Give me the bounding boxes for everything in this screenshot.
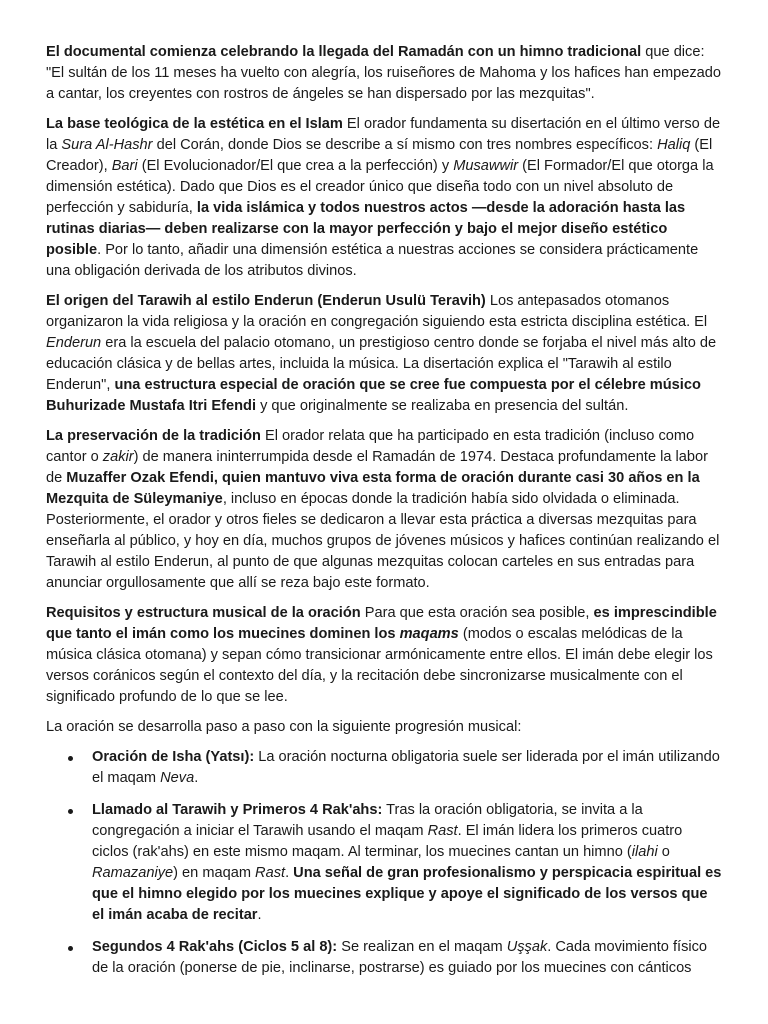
italic-term: Enderun — [46, 335, 102, 351]
list-item-second-four — [46, 937, 722, 979]
paragraph-musical-requirements — [46, 603, 722, 708]
bold-text: Llamado al Tarawih y Primeros 4 Rak'ahs: — [92, 802, 383, 818]
italic-term: Rast — [255, 865, 286, 881]
bold-text: El documental comienza celebrando la llegada del Ramadán con un himno tradicional — [46, 44, 642, 60]
body-text: (modos o escalas melódicas de la música clásica otomana) y sepan cómo transicionar armónicamente entre ellos. El imán debe elegir los versos coránicos según el contexto del día, y la recitación debe sincronizarse musicalmente con el significado profundo de lo que se lee. — [46, 626, 713, 705]
italic-term: zakir — [102, 449, 134, 465]
body-text: . Por lo tanto, añadir una dimensión estética a nuestras acciones se considera prácticamente una obligación derivada de los atributos divinos. — [46, 242, 699, 279]
body-text: ) de manera ininterrumpida desde el Ramadán de 1974. Destaca profundamente la labor de — [46, 449, 708, 486]
body-text: Los antepasados otomanos organizaron la vida religiosa y la oración en congregación siguiendo esta estricta disciplina estética. El — [46, 293, 708, 330]
body-text: La oración se desarrolla paso a paso con la siguiente progresión musical: — [46, 719, 522, 735]
italic-term: Neva — [160, 770, 195, 786]
bold-text: La base teológica de la estética en el Islam — [46, 116, 343, 132]
body-text: que dice: "El sultán de los 11 meses ha vuelto con alegría, los ruiseñores de Mahoma y los hafices han empezado a cantar, los creyentes con rostros de ángeles se han dispersado por las mezquitas". — [46, 44, 721, 102]
bold-italic-term: maqams — [399, 626, 459, 642]
bullet-icon — [68, 946, 73, 951]
bullet-icon — [68, 809, 73, 814]
italic-term: Bari — [111, 158, 138, 174]
body-text: . Cada movimiento físico de la oración (ponerse de pie, inclinarse, postrarse) es guiado por los muecines con cánticos — [92, 939, 708, 976]
body-text: o — [657, 844, 670, 860]
body-text: . — [194, 770, 199, 786]
body-text: (El Evolucionador/El que crea a la perfección) y — [137, 158, 454, 174]
bullet-icon — [68, 756, 73, 761]
bold-text: Oración de Isha (Yatsı): — [92, 749, 255, 765]
body-text: , incluso en épocas donde la tradición había sido olvidada o eliminada. Posteriormente, el orador y otros fieles se dedicaron a llevar esta práctica a diversas mezquitas para enseñarla al público, y hoy en día, muchos grupos de jóvenes músicos y hafices continúan realizando el Tarawih al estilo Enderun, al punto de que algunas mezquitas colocan carteles en sus entradas para anunciar orgullosamente que allí se reza bajo este formato. — [46, 491, 720, 591]
body-text: era la escuela del palacio otomano, un prestigioso centro donde se forjaba el nivel más alto de educación clásica y de bellas artes, incluida la música. La disertación explica el "Tarawih al estilo Enderun", — [46, 335, 717, 393]
bold-text: la vida islámica y todos nuestros actos —desde la adoración hasta las rutinas diarias— deben realizarse con la mayor perfección y bajo el mejor diseño estético posible — [46, 200, 686, 258]
bold-text: Una señal de gran profesionalismo y perspicacia espiritual es que el himno elegido por los muecines explique y apoye el significado de los versos que el imán acaba de recitar — [92, 865, 722, 923]
body-text: y que originalmente se realizaba en presencia del sultán. — [256, 398, 629, 414]
document-body — [46, 42, 722, 738]
body-text: El orador fundamenta su disertación en el último verso de la — [46, 116, 721, 153]
document-page — [46, 42, 722, 990]
body-text: . — [285, 865, 294, 881]
italic-term: Rast — [427, 823, 458, 839]
list-item-isha — [46, 747, 722, 789]
bold-text: Requisitos y estructura musical de la oración — [46, 605, 361, 621]
body-text: Para que esta oración sea posible, — [360, 605, 594, 621]
paragraph-intro — [46, 42, 722, 105]
italic-term: Sura Al-Hashr — [61, 137, 153, 153]
body-text: . El imán lidera los primeros cuatro ciclos (rak'ahs) en este mismo maqam. Al terminar, los muecines cantan un himno ( — [92, 823, 683, 860]
paragraph-enderun-origin — [46, 291, 722, 417]
paragraph-theological-basis — [46, 114, 722, 282]
bold-text: El origen del Tarawih al estilo Enderun (Enderun Usulü Teravih) — [46, 293, 486, 309]
bold-text: Segundos 4 Rak'ahs (Ciclos 5 al 8): — [92, 939, 338, 955]
body-text: del Corán, donde Dios se describe a sí mismo con tres nombres específicos: — [152, 137, 658, 153]
body-text: Se realizan en el maqam — [337, 939, 507, 955]
body-text: (El Formador/El que otorga la dimensión estética). Dado que Dios es el creador único que diseña todo con un nivel absoluto de perfección y sabiduría, — [46, 158, 714, 216]
paragraph-tradition-preservation — [46, 426, 722, 594]
body-text: La oración nocturna obligatoria suele ser liderada por el imán utilizando el maqam — [92, 749, 720, 786]
italic-term: Musawwir — [453, 158, 519, 174]
bold-text: Muzaffer Ozak Efendi, quien mantuvo viva esta forma de oración durante casi 30 años en la Mezquita de Süleymaniye — [46, 470, 700, 507]
italic-term: Uşşak — [506, 939, 548, 955]
body-text: . — [257, 907, 262, 923]
italic-term: Haliq — [657, 137, 691, 153]
body-text: El orador relata que ha participado en esta tradición (incluso como cantor o — [46, 428, 695, 465]
body-text: Tras la oración obligatoria, se invita a la congregación a iniciar el Tarawih usando el maqam — [92, 802, 643, 839]
italic-term: Ramazaniye — [92, 865, 174, 881]
bold-text: es imprescindible que tanto el imán como los muecines dominen los — [46, 605, 717, 642]
paragraph-progression-intro — [46, 717, 722, 738]
bold-text: La preservación de la tradición — [46, 428, 261, 444]
bold-text: una estructura especial de oración que se cree fue compuesta por el célebre músico Buhurizade Mustafa Itri Efendi — [46, 377, 701, 414]
body-text: (El Creador), — [46, 137, 713, 174]
italic-term: ilahi — [631, 844, 658, 860]
body-text: ) en maqam — [173, 865, 256, 881]
list-item-first-four — [46, 800, 722, 926]
progression-list — [46, 747, 722, 979]
